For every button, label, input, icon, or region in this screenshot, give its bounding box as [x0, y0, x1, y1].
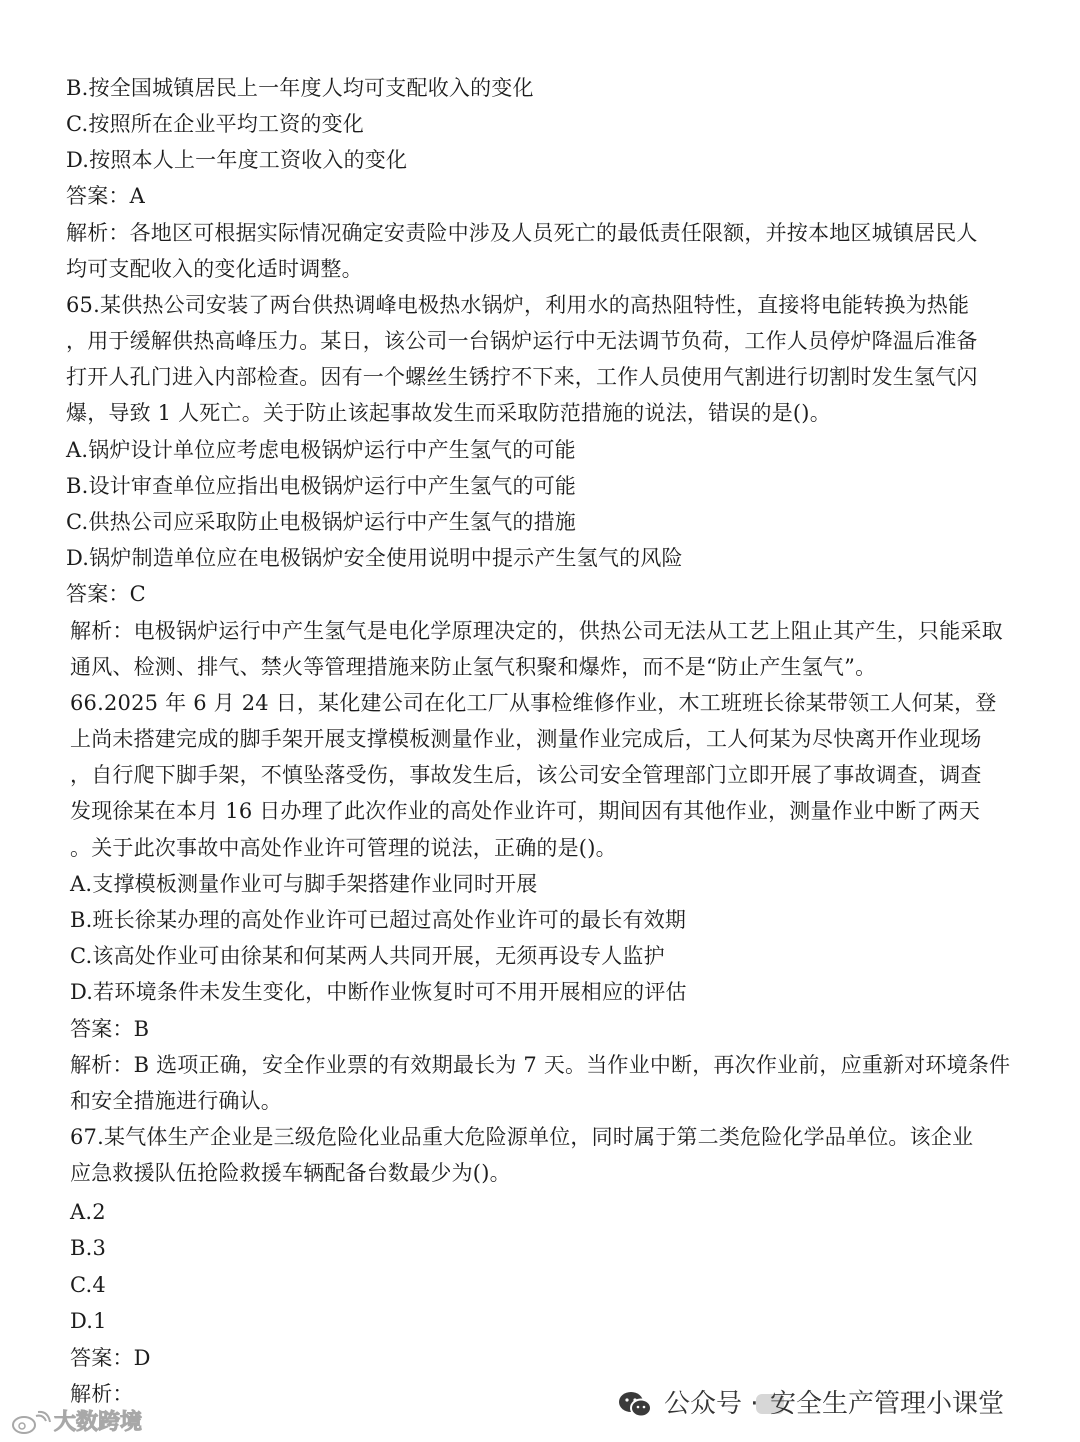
- question-65-line1: 65.某供热公司安装了两台供热调峰电极热水锅炉，利用水的高热阻特性，直接将电能转换为热能: [66, 293, 970, 317]
- question-67-line1: 67.某气体生产企业是三级危险化业品重大危险源单位，同时属于第二类危险化学品单位。该企业: [70, 1125, 974, 1149]
- platform-watermark: [4, 1406, 154, 1440]
- option-b-q66: B.班长徐某办理的高处作业许可已超过高处作业许可的最长有效期: [70, 908, 687, 932]
- question-65-line2: ，用于缓解供热高峰压力。某日，该公司一台锅炉运行中无法调节负荷，工作人员停炉降温后准备: [66, 329, 978, 353]
- analysis-q66-line1: 解析：B 选项正确，安全作业票的有效期最长为 7 天。当作业中断，再次作业前，应重新对环境条件: [70, 1053, 1011, 1077]
- option-b-q65: B.设计审查单位应指出电极锅炉运行中产生氢气的可能: [66, 474, 577, 498]
- option-a-q66: A.支撑模板测量作业可与脚手架搭建作业同时开展: [70, 872, 538, 896]
- analysis-q66-line2: 和安全措施进行确认。: [70, 1089, 282, 1113]
- analysis-q65-line1: 解析：电极锅炉运行中产生氢气是电化学原理决定的，供热公司无法从工艺上阻止其产生，只能采取: [70, 619, 1003, 643]
- analysis-q67: 解析：: [70, 1382, 134, 1406]
- footer-bar: [0, 1380, 1080, 1442]
- wechat-account-name[interactable]: 安全生产管理小课堂: [770, 1389, 1005, 1419]
- option-a-q65: A.锅炉设计单位应考虑电极锅炉运行中产生氢气的可能: [66, 438, 576, 462]
- option-b-q64: B.按全国城镇居民上一年度人均可支配收入的变化: [66, 76, 534, 100]
- option-d-q65: D.锅炉制造单位应在电极锅炉安全使用说明中提示产生氢气的风险: [66, 546, 683, 570]
- question-66-line4: 发现徐某在本月 16 日办理了此次作业的高处作业许可，期间因有其他作业，测量作业中断了两天: [70, 799, 981, 823]
- question-65-line4: 爆，导致 1 人死亡。关于防止该起事故发生而采取防范措施的说法，错误的是()。: [66, 401, 831, 425]
- option-a-q67: A.2: [70, 1200, 106, 1224]
- wechat-official-account-label: 公众号 ·: [664, 1389, 759, 1419]
- answer-q65: 答案：C: [66, 582, 146, 606]
- option-d-q67: D.1: [70, 1309, 107, 1333]
- option-b-q67: B.3: [70, 1236, 107, 1260]
- analysis-q64-line1: 解析：各地区可根据实际情况确定安责险中涉及人员死亡的最低责任限额，并按本地区城镇居民人: [66, 221, 978, 245]
- weibo-style-watermark-icon: [10, 1410, 52, 1436]
- option-c-q64: C.按照所在企业平均工资的变化: [66, 112, 364, 136]
- option-c-q66: C.该高处作业可由徐某和何某两人共同开展，无须再设专人监护: [70, 944, 665, 968]
- question-67-line2: 应急救援队伍抢险救援车辆配备台数最少为()。: [70, 1161, 511, 1185]
- option-d-q66: D.若环境条件未发生变化，中断作业恢复时可不用开展相应的评估: [70, 980, 687, 1004]
- question-66-line3: ，自行爬下脚手架，不慎坠落受伤，事故发生后，该公司安全管理部门立即开展了事故调查，调查: [70, 763, 982, 787]
- answer-q64: 答案：A: [66, 184, 145, 208]
- answer-q66: 答案：B: [70, 1017, 150, 1041]
- watermark-text: 大数跨境: [54, 1410, 143, 1435]
- question-66-line1: 66.2025 年 6 月 24 日，某化建公司在化工厂从事检维修作业，木工班班长徐某带领工人何某，登: [70, 691, 997, 715]
- analysis-q65-line2: 通风、检测、排气、禁火等管理措施来防止氢气积聚和爆炸，而不是“防止产生氢气”。: [70, 655, 877, 679]
- question-66-line5: 。关于此次事故中高处作业许可管理的说法，正确的是()。: [70, 836, 617, 860]
- option-d-q64: D.按照本人上一年度工资收入的变化: [66, 148, 408, 172]
- question-65-line3: 打开人孔门进入内部检查。因有一个螺丝生锈拧不下来，工作人员使用气割进行切割时发生氢气闪: [66, 365, 978, 389]
- answer-q67: 答案：D: [70, 1346, 151, 1370]
- wechat-icon: [618, 1390, 652, 1420]
- option-c-q67: C.4: [70, 1273, 106, 1297]
- question-66-line2: 上尚未搭建完成的脚手架开展支撑模板测量作业，测量作业完成后，工人何某为尽快离开作业现场: [70, 727, 982, 751]
- option-c-q65: C.供热公司应采取防止电极锅炉运行中产生氢气的措施: [66, 510, 576, 534]
- analysis-q64-line2: 均可支配收入的变化适时调整。: [66, 257, 363, 281]
